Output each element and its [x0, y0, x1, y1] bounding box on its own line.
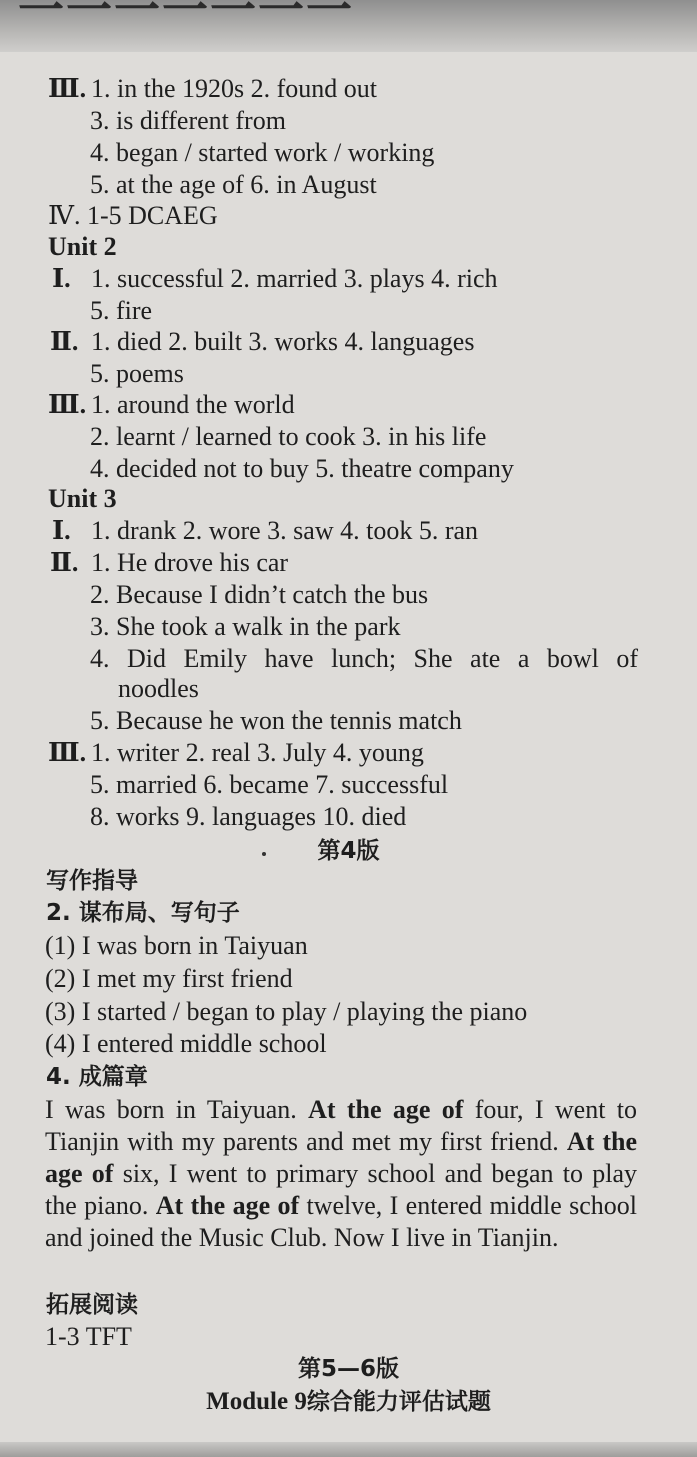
answer-line: 3. She took a walk in the park [90, 612, 401, 641]
answer-line: 4. began / started work / working [90, 138, 435, 167]
sentence-answer: (2) I met my first friend [45, 964, 293, 993]
answer-line: 1. drank 2. wore 3. saw 4. took 5. ran [91, 516, 479, 545]
answer-line: 5. Because he won the tennis match [90, 706, 462, 735]
answer-line: 5. married 6. became 7. successful [90, 770, 449, 799]
answer-line: 4. decided not to buy 5. theatre company [90, 454, 514, 483]
answer-line: 1. around the world [91, 390, 295, 419]
sentence-answer: (1) I was born in Taiyuan [45, 931, 308, 960]
section-roman-numeral: Ⅱ. [50, 327, 79, 356]
answer-line: 1. He drove his car [91, 548, 289, 577]
section-roman-numeral: Ⅱ. [50, 548, 79, 577]
answer-line: Ⅳ. 1-5 DCAEG [48, 201, 218, 230]
section-heading: 拓展阅读 [46, 1292, 138, 1318]
section-roman-numeral: Ⅲ. [48, 74, 87, 103]
section-roman-numeral: Ⅰ. [52, 264, 71, 293]
module-title-en: Module 9 [206, 1388, 307, 1415]
answer-line: 4. Did Emily have lunch; She ate a bowl of [90, 644, 638, 673]
essay-key-phrase: At the age of [45, 1127, 638, 1188]
sentence-answer: (3) I started / began to play / playing the piano [45, 997, 528, 1026]
answer-line: 5. at the age of 6. in August [90, 170, 377, 199]
essay-text: twelve, I entered middle school and joined the Music Club. Now I live in Tianjin. [45, 1191, 637, 1252]
model-essay [45, 1094, 637, 1254]
edition-header: 第5—6版 [297, 1356, 399, 1382]
unit-heading: Unit 3 [48, 484, 117, 513]
answer-line: 1. died 2. built 3. works 4. languages [91, 327, 475, 356]
subsection-heading: 2. 谋布局、写句子 [46, 900, 240, 926]
essay-key-phrase: At the age of [155, 1191, 300, 1220]
subsection-heading: 4. 成篇章 [46, 1064, 148, 1090]
sentence-answer: (4) I entered middle school [45, 1029, 327, 1058]
section-roman-numeral: Ⅲ. [48, 738, 87, 767]
answer-line: 1. in the 1920s 2. found out [91, 74, 377, 103]
answer-line: 3. is different from [90, 106, 286, 135]
bottom-edge [0, 1442, 697, 1457]
unit-heading: Unit 2 [48, 232, 117, 261]
answer-line: 1. successful 2. married 3. plays 4. rich [91, 264, 498, 293]
essay-text: I was born in Taiyuan. [45, 1095, 309, 1124]
edition-header: 第4版 [317, 838, 380, 864]
answer-line: 5. poems [90, 359, 184, 388]
section-roman-numeral: Ⅰ. [52, 516, 71, 545]
answer-line: 8. works 9. languages 10. died [90, 802, 407, 831]
module-title-zh: 综合能力评估试题 [306, 1389, 491, 1415]
section-heading: 写作指导 [46, 868, 138, 894]
essay-key-phrase: At the age of [308, 1095, 464, 1124]
answer-line: 1-3 TFT [45, 1322, 132, 1351]
answer-line: 2. Because I didn’t catch the bus [90, 580, 429, 609]
section-roman-numeral: Ⅲ. [48, 390, 87, 419]
top-cropped-header: 一一一一一一一 [0, 0, 697, 52]
answer-line: 2. learnt / learned to cook 3. in his life [90, 422, 487, 451]
answer-line: 1. writer 2. real 3. July 4. young [91, 738, 424, 767]
module-title [0, 1386, 697, 1417]
answer-line: 5. fire [90, 296, 153, 325]
essay-text: four, I went to Tianjin with my parents and met my first friend. [45, 1095, 637, 1156]
essay-text: six, I went to primary school and began to play the piano. [45, 1159, 637, 1220]
answer-line: noodles [118, 674, 199, 703]
